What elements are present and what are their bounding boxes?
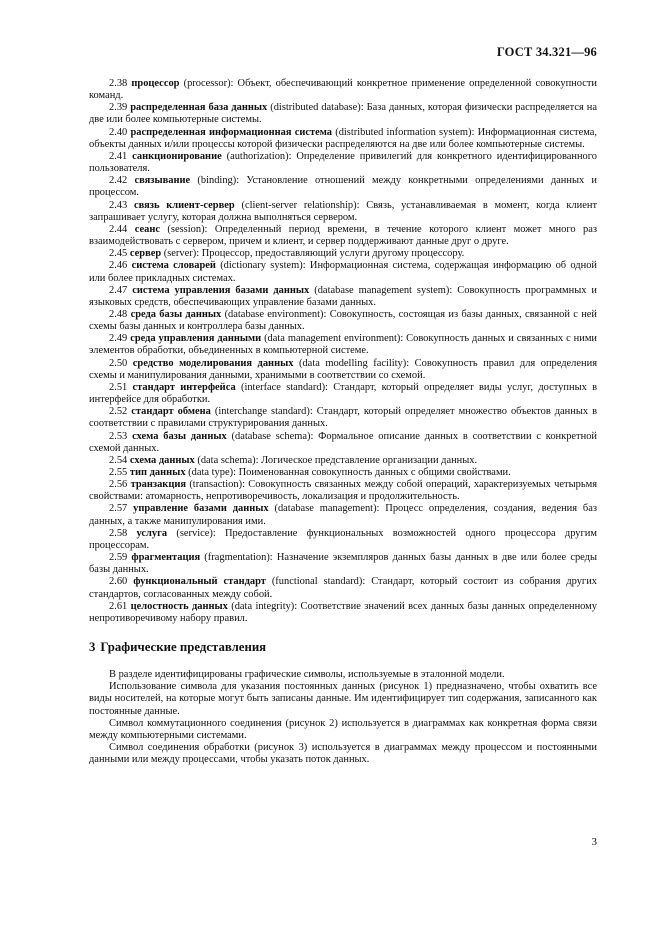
term-number: 2.42 — [109, 175, 128, 187]
term-description: (interchange standard): Стандарт, который определяет множество объектов данных в соответствии с правилами структурирования данных. — [89, 406, 597, 430]
term-description: (database environment): Совокупность, состоящая из базы данных, связанной с ней схемы базы данных и контроллера базы данных. — [89, 308, 598, 333]
term-description: (transaction): Совокупность связанных между собой операций, характеризуемых четырьмя свойствами: атомарность, непротиворечивость, локализация и продолжительность. — [89, 479, 598, 503]
page-number: 3 — [591, 836, 597, 848]
term-number: 2.43 — [109, 199, 128, 211]
term-number: 2.40 — [109, 126, 128, 138]
term-definition — [89, 358, 597, 382]
term-name: стандарт интерфейса — [132, 381, 236, 393]
term-number: 2.51 — [109, 381, 128, 393]
term-definition — [89, 102, 597, 126]
term-definition — [89, 127, 597, 151]
term-name: целостность данных — [130, 600, 228, 612]
term-number: 2.59 — [109, 552, 128, 564]
term-number: 2.46 — [109, 260, 128, 272]
term-description: (fragmentation): Назначение экземпляров данных базы данных в две или более среды базы данных. — [89, 552, 597, 576]
section-paragraph: Символ соединения обработки (рисунок 3) используется в диаграммах между процессом и постоянными данными или между процессами, чтобы указать поток данных. — [89, 741, 597, 766]
term-name: распределенная информационная система — [130, 126, 332, 138]
term-number: 2.47 — [109, 284, 128, 296]
term-name: связывание — [134, 175, 191, 187]
term-description: (distributed database): База данных, которая физически распределяется на две или более компьютерные системы. — [89, 102, 597, 126]
term-name: фрагментация — [131, 552, 201, 564]
term-description: (data modelling facility): Совокупность правил для определения схемы и манипулирования данными, хранимыми в соответствии со схемой. — [89, 357, 597, 381]
section-title: Графические представления — [100, 640, 267, 655]
term-definition — [89, 200, 597, 224]
term-number: 2.61 — [109, 600, 128, 612]
term-description: (interface standard): Стандарт, который определяет виды услуг, доступных в интерфейсе для обработки. — [89, 381, 598, 406]
term-number: 2.56 — [109, 479, 128, 491]
term-number: 2.44 — [109, 223, 128, 235]
term-description: (session): Определенный период времени, в течение которого клиент может много раз взаимодействовать с сервером, причем и клиент, и сервер поддерживают данные друг о друге. — [89, 223, 597, 248]
term-definition — [89, 260, 597, 284]
term-definition — [89, 479, 597, 503]
term-description: (database management system): Совокупность программных и языковых средств, обеспечивающих управление базами данных. — [89, 284, 597, 308]
term-definition — [89, 601, 597, 625]
term-number: 2.60 — [109, 576, 128, 588]
term-description: (database schema): Формальное описание данных в соответствии с конкретной схемой данных. — [89, 430, 597, 454]
document-header: ГОСТ 34.321—96 — [496, 45, 597, 59]
term-description: (authorization): Определение привилегий для конкретного идентифицированного пользователя. — [89, 150, 598, 175]
term-description: (data schema): Логическое представление организации данных. — [194, 454, 478, 466]
term-description: (processor): Объект, обеспечивающий конкретное применение определенной совокупности команд. — [89, 78, 597, 102]
term-definition — [89, 309, 597, 333]
term-number: 2.52 — [109, 406, 128, 418]
term-name: связь клиент-сервер — [134, 199, 235, 211]
term-definition — [89, 552, 597, 576]
term-name: схема базы данных — [132, 430, 227, 442]
term-definition — [89, 78, 597, 102]
term-definition — [89, 382, 597, 406]
term-name: система управления базами данных — [132, 284, 310, 296]
term-name: среда базы данных — [130, 308, 222, 320]
term-number: 2.55 — [109, 467, 128, 478]
term-name: транзакция — [130, 479, 186, 491]
term-definition — [89, 455, 597, 467]
term-name: сеанс — [134, 223, 160, 235]
term-description: (data type): Поименованная совокупность данных с общими свойствами. — [185, 467, 511, 478]
term-description: (binding): Установление отношений между конкретными определениями данных и процессом. — [89, 175, 597, 199]
term-name: система словарей — [131, 260, 216, 272]
term-name: процессор — [131, 78, 180, 89]
term-description: (data integrity): Соответствие значений всех данных базы данных определенному непротиворечивому набору правил. — [89, 600, 598, 624]
term-number: 2.49 — [109, 333, 128, 345]
term-name: среда управления данными — [130, 333, 262, 345]
term-definition — [89, 285, 597, 309]
term-name: тип данных — [129, 467, 186, 478]
term-number: 2.50 — [109, 357, 128, 369]
section-heading — [89, 640, 597, 655]
term-number: 2.41 — [109, 150, 128, 162]
term-description: (client-server relationship): Связь, устанавливаемая в момент, когда клиент запрашивает услугу, которая должна выполняться сервером. — [89, 199, 598, 223]
terms-list — [89, 78, 597, 625]
term-number: 2.53 — [109, 430, 128, 442]
term-number: 2.39 — [109, 102, 128, 114]
term-name: схема данных — [129, 454, 195, 466]
section-paragraph: Символ коммутационного соединения (рисунок 2) используется в диаграммах как конкретная форма связи между компьютерными системами. — [89, 717, 597, 741]
term-number: 2.45 — [109, 248, 128, 260]
term-definition — [89, 467, 597, 479]
term-description: (database management): Процесс определения, создания, ведения баз данных, а также манипулирования ими. — [89, 503, 597, 527]
term-description: (dictionary system): Информационная система, содержащая информацию об одной или более прикладных системах. — [89, 260, 598, 284]
term-name: функциональный стандарт — [133, 576, 266, 588]
term-description: (functional standard): Стандарт, который состоит из собрания других стандартов, согласованных между собой. — [89, 576, 598, 600]
section-number: 3 — [89, 640, 96, 655]
term-name: стандарт обмена — [131, 406, 211, 418]
term-description: (distributed information system): Информационная система, объекты данных и/или процессы которой физически распределяются на две или более компьютерные системы. — [89, 126, 597, 150]
document-body — [89, 78, 597, 766]
term-description: (server): Процессор, предоставляющий услуги другому процессору. — [161, 248, 465, 260]
term-definition — [89, 406, 597, 430]
term-description: (data management environment): Совокупность данных и связанных с ними элементов обработки, объединенных в компьютерной системе. — [89, 333, 598, 357]
term-definition — [89, 151, 597, 175]
term-definition — [89, 431, 597, 455]
section-paragraph: Использование символа для указания постоянных данных (рисунок 1) предназначено, чтобы охватить все виды носителей, на которые могут быть записаны данные. Им идентифицирует тип содержания, записанного как постоянные данные. — [89, 681, 597, 717]
term-definition — [89, 224, 597, 248]
term-number: 2.38 — [109, 78, 128, 89]
term-definition — [89, 175, 597, 199]
term-description: (service): Предоставление функциональных возможностей одного процессора другим процессорам. — [89, 527, 597, 551]
term-name: распределенная база данных — [130, 102, 268, 114]
term-definition — [89, 576, 597, 600]
term-number: 2.54 — [109, 454, 128, 466]
section-paragraph: В разделе идентифицированы графические символы, используемые в эталонной модели. — [109, 669, 505, 681]
term-number: 2.58 — [109, 527, 128, 539]
term-name: услуга — [136, 527, 168, 539]
term-number: 2.57 — [109, 503, 128, 515]
term-definition — [89, 503, 597, 527]
term-name: санкционирование — [132, 150, 222, 162]
term-number: 2.48 — [109, 308, 128, 320]
term-name: средство моделирования данных — [132, 357, 294, 369]
term-definition — [89, 333, 597, 357]
term-name: управление базами данных — [133, 503, 269, 515]
term-name: сервер — [129, 248, 162, 260]
term-definition — [89, 248, 597, 260]
term-definition — [89, 528, 597, 552]
